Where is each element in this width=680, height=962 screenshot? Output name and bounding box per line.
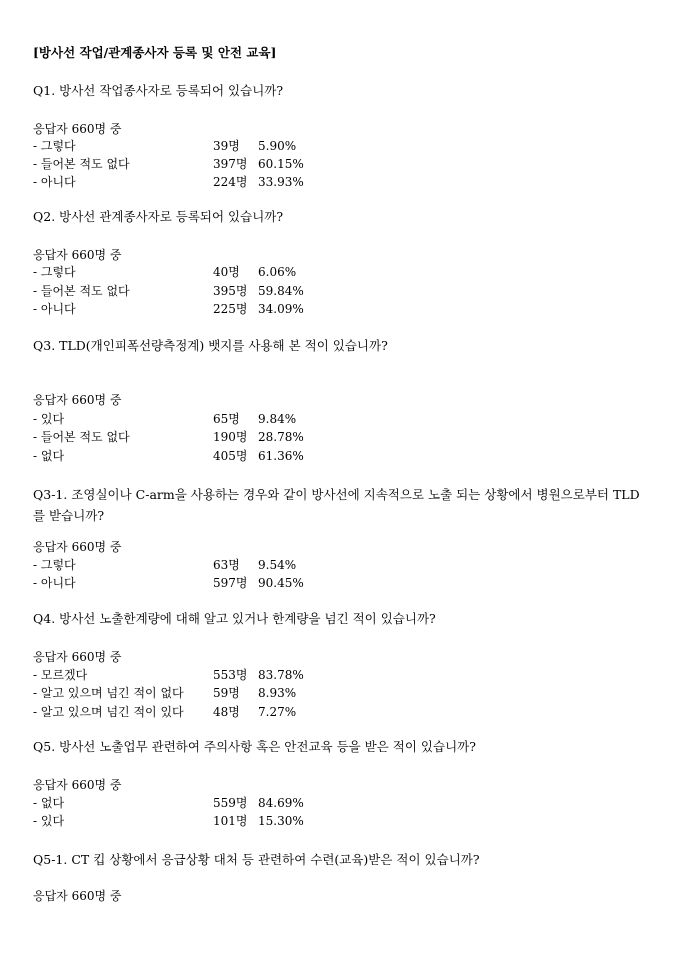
respondent-count: 응답자 660명 중 (33, 778, 122, 792)
answer-count: 405명 (213, 449, 248, 463)
answer-percent: 84.69% (258, 796, 304, 810)
answer-count: 101명 (213, 814, 248, 828)
question-1: Q1. 방사선 작업종사자로 등록되어 있습니까? (33, 83, 284, 98)
answer-percent: 28.78% (258, 430, 304, 444)
answer-percent: 9.84% (258, 412, 297, 426)
answer-count: 553명 (213, 668, 248, 682)
answer-count: 559명 (213, 796, 248, 810)
respondent-count: 응답자 660명 중 (33, 122, 122, 136)
answer-percent: 90.45% (258, 576, 304, 590)
answer-label: - 있다 (33, 412, 65, 426)
respondent-count: 응답자 660명 중 (33, 248, 122, 262)
question-5: Q5. 방사선 노출업무 관련하여 주의사항 혹은 안전교육 등을 받은 적이 있습니까? (33, 739, 476, 754)
answer-label: - 없다 (33, 449, 65, 463)
answer-label: - 들어본 적도 없다 (33, 430, 130, 444)
answer-label: - 그렇다 (33, 265, 76, 279)
answer-count: 597명 (213, 576, 248, 590)
answer-label: - 있다 (33, 814, 65, 828)
answer-percent: 8.93% (258, 686, 297, 700)
answer-percent: 61.36% (258, 449, 304, 463)
question-3-1: Q3-1. 조영실이나 C-arm을 사용하는 경우와 같이 방사선에 지속적으로 노출 되는 상황에서 병원으로부터 TLD를 받습니까? (33, 487, 640, 523)
answer-count: 65명 (213, 412, 240, 426)
answer-label: - 아니다 (33, 302, 76, 316)
answer-count: 39명 (213, 139, 240, 153)
answer-percent: 15.30% (258, 814, 304, 828)
answer-percent: 6.06% (258, 265, 297, 279)
answer-label: - 들어본 적도 없다 (33, 157, 130, 171)
answer-percent: 33.93% (258, 175, 304, 189)
question-5-1: Q5-1. CT 킵 상황에서 응급상황 대처 등 관련하여 수련(교육)받은 적이 있습니까? (33, 852, 480, 867)
section-title: [방사선 작업/관계종사자 등록 및 안전 교육] (33, 45, 277, 60)
question-4: Q4. 방사선 노출한계량에 대해 알고 있거나 한계량을 넘긴 적이 있습니까? (33, 611, 436, 626)
answer-label: - 아니다 (33, 175, 76, 189)
answer-label: - 그렇다 (33, 139, 76, 153)
answer-percent: 7.27% (258, 705, 297, 719)
question-3: Q3. TLD(개인피폭선량측정계) 뱃지를 사용해 본 적이 있습니까? (33, 338, 388, 353)
answer-count: 395명 (213, 284, 248, 298)
answer-count: 397명 (213, 157, 248, 171)
answer-count: 225명 (213, 302, 248, 316)
answer-percent: 59.84% (258, 284, 304, 298)
answer-label: - 없다 (33, 796, 65, 810)
answer-label: - 모르겠다 (33, 668, 88, 682)
answer-percent: 9.54% (258, 558, 297, 572)
question-2: Q2. 방사선 관계종사자로 등록되어 있습니까? (33, 209, 284, 224)
answer-count: 190명 (213, 430, 248, 444)
respondent-count: 응답자 660명 중 (33, 650, 122, 664)
answer-label: - 아니다 (33, 576, 76, 590)
answer-count: 63명 (213, 558, 240, 572)
answer-count: 48명 (213, 705, 240, 719)
answer-count: 40명 (213, 265, 240, 279)
respondent-count: 응답자 660명 중 (33, 889, 122, 903)
answer-label: - 알고 있으며 넘긴 적이 없다 (33, 686, 184, 700)
respondent-count: 응답자 660명 중 (33, 540, 122, 554)
answer-percent: 5.90% (258, 139, 297, 153)
answer-percent: 34.09% (258, 302, 304, 316)
answer-percent: 60.15% (258, 157, 304, 171)
answer-percent: 83.78% (258, 668, 304, 682)
answer-label: - 알고 있으며 넘긴 적이 있다 (33, 705, 184, 719)
answer-count: 59명 (213, 686, 240, 700)
answer-count: 224명 (213, 175, 248, 189)
answer-label: - 들어본 적도 없다 (33, 284, 130, 298)
answer-label: - 그렇다 (33, 558, 76, 572)
respondent-count: 응답자 660명 중 (33, 393, 122, 407)
